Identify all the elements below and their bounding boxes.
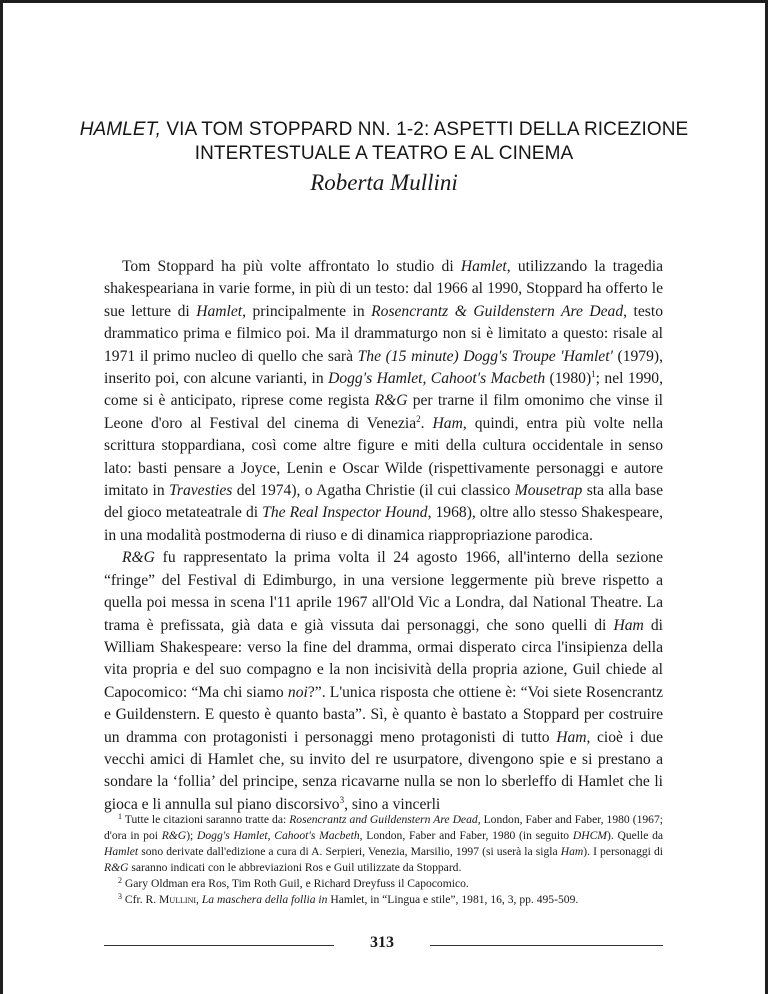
text-run: ). Quelle da	[606, 829, 664, 842]
text-run: sta alla base del gioco metateatrale di	[104, 482, 664, 522]
italic-run: Mousetrap	[514, 482, 583, 500]
italic-run: The Real Inspector Hound	[262, 504, 428, 522]
italic-run: The (15 minute) Dogg's Troupe 'Hamlet'	[357, 347, 613, 365]
title-line-1	[60, 118, 708, 142]
italic-run: Dogg's Hamlet, Cahoot's Macbeth	[197, 829, 360, 842]
text-run: , principalmente in	[242, 302, 372, 320]
text-run: (1979), inserito poi, con alcune varianti, in	[104, 347, 663, 388]
title-line-1-text: VIA TOM STOPPARD NN. 1-2: ASPETTI DELLA RICEZIONE	[161, 119, 689, 140]
article-body	[104, 256, 663, 816]
text-run: Gary Oldman era Ros, Tim Roth Guil, e Richard Dreyfuss il Capocomico.	[122, 877, 469, 890]
italic-run: noi	[287, 683, 308, 701]
italic-run: Hamlet	[104, 845, 139, 858]
text-run: (1980)	[545, 370, 592, 388]
footnote-number: 3	[118, 892, 122, 901]
text-run: );	[186, 829, 197, 842]
text-run: saranno indicati con le abbreviazioni Ros e Guil utilizzate da Stoppard.	[128, 861, 462, 874]
italic-run: in	[315, 893, 331, 906]
text-run: , quindi, entra più volte nella scrittura stoppardiana, così come altre figure e miti della cultura occidentale in senso lato: basti pensare a Joyce, Lenin e Oscar Wilde (rispettivamente personaggi e autore imitato in	[104, 414, 664, 500]
italic-run: La maschera della follia	[201, 893, 316, 906]
italic-run: Ham	[613, 616, 644, 634]
text-run: .	[420, 414, 433, 432]
footnote-ref-2[interactable]: 2	[416, 413, 421, 424]
footnote-ref-3[interactable]: 3	[339, 794, 345, 805]
text-run: Tutte le citazioni saranno tratte da:	[122, 813, 290, 826]
text-run: , testo drammatico prima e filmico poi. Ma il drammaturgo non si è limitato a questo: risale al 1971 il primo nucleo di quello che sarà	[104, 302, 663, 365]
page-border-left	[0, 0, 3, 994]
text-run: ?”. L'unica risposta che ottiene è: “Voi siete Rosencrantz e Guildenstern. E questo è quanto basta”. Sì, è quanto è bastato a Stoppard per costruire un dramma con protagonisti i personaggi meno protagonisti di tutto	[104, 683, 663, 746]
footer-rule-left	[104, 945, 334, 946]
page-border-top	[0, 0, 768, 3]
text-run: del 1974), o Agatha Christie (il cui classico	[232, 482, 515, 500]
italic-run: Ham	[560, 845, 584, 858]
text-run: , London, Faber and Faber, 1980 (in seguito	[359, 829, 573, 842]
page-number: 313	[370, 934, 394, 951]
italic-run: Ham	[432, 414, 463, 432]
italic-run: DHCM	[572, 829, 607, 842]
text-run: ). I personaggi di	[583, 845, 663, 858]
text-run: Cfr. R.	[122, 893, 160, 906]
italic-run: R&G	[104, 861, 129, 874]
paragraph-2	[104, 547, 663, 816]
italic-run: R&G	[161, 829, 187, 842]
footnote-ref-1[interactable]: 1	[591, 369, 596, 380]
text-run: fu rappresentato la prima volta il 24 agosto 1966, all'interno della sezione “fringe” del Festival di Edimburgo, in una versione leggermente più breve rispetto a quella poi messa in scena l'11 aprile 1967 all'Old Vic a Londra, dal National Theatre. La trama è prefissata, già data e già vissuta dai personaggi, che sono quelli di	[104, 549, 663, 634]
text-run: di William Shakespeare: verso la fine del dramma, ormai disperato circa l'insipienza della vita propria e del suo compagno e la non incisività della propria azione, Guil chiede al Capocomico: “Ma chi siamo	[104, 616, 663, 701]
article-title	[60, 118, 708, 166]
italic-run: R&G	[374, 392, 408, 410]
italic-run: Hamlet	[196, 302, 243, 320]
paragraph-1	[104, 256, 663, 547]
title-hamlet-italic: HAMLET,	[79, 119, 161, 140]
author-name: Roberta Mullini	[310, 170, 458, 195]
text-run: ,	[196, 893, 202, 906]
text-run: , utilizzando la tragedia shakespeariana in varie forme, in più di un testo: dal 1966 al 1990, Stoppard ha offerto le sue letture di	[104, 258, 664, 320]
footnote-number: 2	[118, 876, 122, 885]
footnote-number: 1	[118, 812, 122, 821]
text-run: sono derivate dall'edizione a cura di A. Serpieri, Venezia, Marsilio, 1997 (si userà la sigla	[138, 845, 561, 858]
footnote-2	[104, 876, 663, 892]
italic-run: Rosencrantz & Guildenstern Are Dead	[371, 302, 624, 320]
title-line-2: INTERTESTUALE A TEATRO E AL CINEMA	[194, 143, 574, 164]
text-run: , cioè i due vecchi amici di Hamlet che, su invito del re usurpatore, divengono spie e si prestano a sondare la ‘follia’ del principe, senza ricavarne nulla se non lo sberleffo di Hamlet che li gioca e li annulla sul piano discorsivo	[104, 728, 663, 813]
italic-run: Rosencrantz and Guildenstern Are Dead	[289, 813, 478, 826]
text-run: ; nel 1990, come si è anticipato, riprese come regista	[104, 370, 663, 410]
italic-run: Hamlet	[460, 258, 507, 275]
italic-run: R&G	[122, 549, 155, 567]
footnote-1	[104, 812, 663, 876]
text-run: , 1968), oltre allo stesso Shakespeare, in una modalità postmoderna di riuso e di dinamica riappropriazione parodica.	[104, 504, 663, 544]
text-run: , sino a vincerli	[344, 795, 441, 813]
italic-run: Travesties	[169, 482, 233, 500]
text-run: Tom Stoppard ha più volte affrontato lo studio di	[122, 258, 461, 275]
text-run: per trarne il film omonimo che vinse il Leone d'oro al Festival del cinema di Venezia	[104, 392, 663, 432]
text-run: , London, Faber and Faber, 1980 (1967; d'ora in poi	[104, 813, 663, 842]
footnotes	[104, 812, 663, 908]
text-run: , in “Lingua e stile”, 1981, 16, 3, pp. 495-509.	[364, 893, 579, 906]
footnote-3	[104, 892, 663, 908]
text-run: Hamlet	[330, 893, 365, 906]
italic-run: Dogg's Hamlet, Cahoot's Macbeth	[328, 370, 546, 388]
italic-run: Ham	[556, 728, 587, 746]
small-caps-run: Mullini	[159, 893, 197, 906]
footer-rule-right	[430, 945, 663, 946]
